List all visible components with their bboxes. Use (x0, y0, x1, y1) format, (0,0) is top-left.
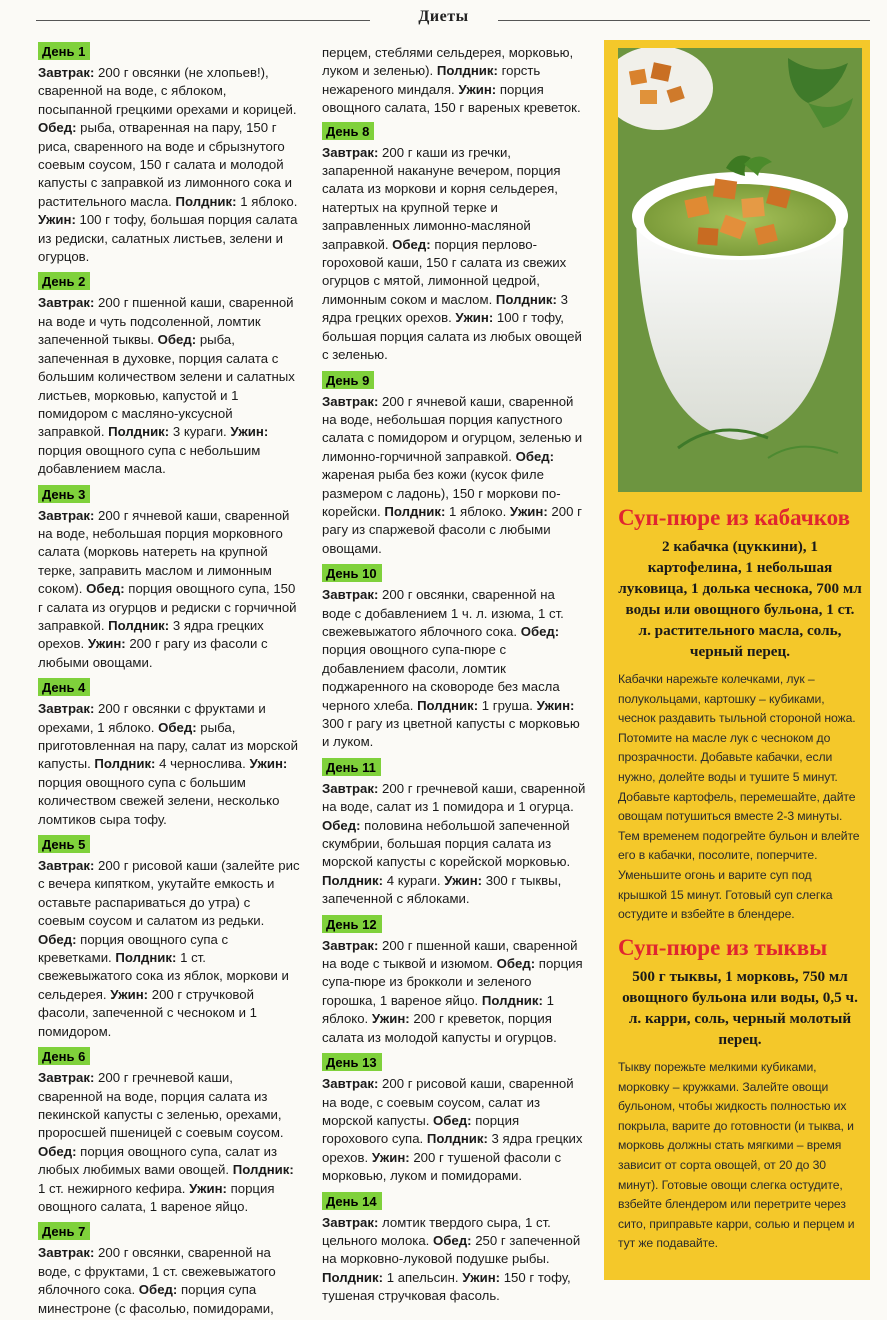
meal-text: 200 г ячневой каши, сваренной на воде, небольшая порция морковного салата (морковь натереть на крупной терке, заправить маслом и лимонным соком). (38, 507, 290, 597)
meal-text: 250 г запеченной на морковно-луковой подушке рыбы. (322, 1232, 581, 1267)
meal-text: порция овощного супа с большим количеством свежей зелени, несколько ломтиков сыра тофу. (38, 774, 280, 827)
meal-label: Обед: (322, 817, 361, 833)
day-block (322, 754, 586, 909)
meal-label: Полдник: (481, 992, 543, 1008)
day-menu (322, 937, 586, 1047)
day-menu (38, 64, 300, 266)
meal-text: порция супа минестроне (с фасолью, помидорами, (38, 1282, 274, 1316)
meal-label: Ужин: (455, 310, 494, 326)
meal-label: Обед: (138, 1282, 178, 1298)
meal-label: Ужин: (458, 81, 497, 97)
meal-text: 3 ядра грецких орехов. (322, 291, 568, 326)
meal-text: 200 г овсянки, сваренной на воде с добавлением 1 ч. л. изюма, 1 ст. свежевыжатого яблочного сока. (322, 587, 564, 639)
meal-text: 1 ст. свежевыжатого сока из яблок, моркови и сельдерея. (38, 950, 289, 1002)
meal-label: Обед: (520, 623, 560, 639)
day-label: День 3 (38, 485, 90, 503)
meal-text: ломтик твердого сыра, 1 ст. цельного молока. (322, 1214, 551, 1248)
day-block (38, 831, 300, 1041)
meal-text: 1 яблоко. (322, 992, 554, 1027)
meal-label: Завтрак: (322, 1214, 379, 1230)
recipe-method: Тыкву порежьте мелкими кубиками, морковку – кружками. Залейте овощи бульоном, чтобы жидкость полностью их покрыла, варите до готовности (и тыква, и морковь должны стать мягкими – время зависит от сорта овощей, от 20 до 30 минут). Готовые овощи слегка остудите, взбейте блендером или перетрите через сито, приправьте карри, солью и перцем и тут же подавайте. (618, 1060, 855, 1251)
day-block (322, 118, 586, 365)
meal-text: 1 апельсин. (383, 1269, 463, 1285)
recipe-sidebar (604, 40, 870, 1280)
meal-text: 3 ядра грецких орехов. (38, 617, 264, 652)
meal-text: 200 г пшенной каши, сваренной на воде с тыквой и изюмом. (322, 937, 578, 972)
meal-text: порция овощного супа-пюре с добавлением фасоли, ломтик поджаренного на сковороде без масла черного хлеба. (322, 642, 560, 713)
meal-label: Обед: (157, 332, 197, 348)
day-label: День 8 (322, 122, 374, 140)
day-label: День 6 (38, 1047, 90, 1065)
day-label: День 1 (38, 42, 90, 60)
day-menu (322, 144, 586, 365)
meal-text: порция овощного салата, 1 вареное яйцо. (38, 1180, 275, 1214)
meal-text: порция овощного супа, салат из любых любимых вами овощей. (38, 1143, 277, 1178)
meal-label: Полдник: (115, 950, 177, 966)
meal-label: Завтрак: (322, 144, 379, 160)
day-block (322, 911, 586, 1047)
meal-label: Обед: (158, 719, 197, 735)
meal-text: 1 яблоко. (445, 503, 510, 519)
meal-text: рыба, отваренная на пару, 150 г риса, сваренного на воде и сбрызнутого соевым соусом, 150 г салата и молодой капусты с заправкой из лимонного сока и растительного масла. (38, 120, 292, 209)
meal-text: рыба, приготовленная на пару, салат из морской капусты. (38, 719, 299, 772)
meal-label: Ужин: (371, 1149, 410, 1165)
meal-label: Полдник: (94, 756, 156, 772)
meal-text: 3 ядра грецких орехов. (322, 1131, 583, 1165)
meal-text: жареная рыба без кожи (кусок филе размером с ладонь), 150 г моркови по-корейски. (322, 467, 561, 519)
meal-label: Полдник: (232, 1162, 294, 1178)
meal-label: Завтрак: (322, 780, 379, 796)
recipe-title: Суп-пюре из кабачков (618, 505, 851, 530)
day-label: День 9 (322, 371, 374, 389)
meal-label: Ужин: (444, 872, 483, 888)
meal-text: 200 г креветок, порция салата из молодой капусты и огурцов. (322, 1011, 557, 1045)
diet-column-middle (322, 44, 586, 1308)
meal-text: 200 г овсянки с фруктами и орехами, 1 яблоко. (38, 701, 266, 735)
meal-text: 200 г ячневой каши, сваренной на воде, небольшая порция капустного салата с помидором и огурцом, зеленью и лимонно-горчичной заправкой. (322, 393, 583, 464)
meal-label: Завтрак: (38, 1070, 95, 1086)
meal-label: Обед: (392, 236, 431, 252)
meal-label: Полдник: (175, 193, 237, 209)
meal-text: 200 г овсянки, сваренной на воде, с фруктами, 1 ст. свежевыжатого яблочного сока. (38, 1245, 276, 1298)
meal-label: Завтрак: (38, 295, 95, 311)
meal-text: 200 г рагу из спаржевой фасоли с любыми овощами. (322, 503, 582, 556)
recipe-ingredients: 500 г тыквы, 1 морковь, 750 мл овощного бульона или воды, 0,5 ч. л. карри, соль, черный молотый перец. (622, 968, 858, 1048)
meal-label: Ужин: (38, 212, 76, 228)
meal-label: Обед: (433, 1112, 472, 1128)
meal-text: 200 г рисовой каши, сваренной на воде, с соевым соусом, салат из морской капусты. (322, 1076, 574, 1128)
meal-label: Ужин: (189, 1180, 227, 1196)
meal-text: порция овощного супа с креветками. (38, 931, 229, 966)
meal-label: Обед: (38, 931, 77, 947)
meal-text: горсть нежареного миндаля. (322, 63, 541, 97)
meal-label: Полдник: (436, 63, 498, 79)
meal-text: 300 г тыквы, запеченной с яблоками. (322, 872, 562, 907)
day-menu (322, 1214, 586, 1306)
meal-text: половина небольшой запеченной скумбрии, большая порция салата из морской капусты с корейской морковью. (322, 817, 571, 870)
meal-label: Завтрак: (38, 858, 95, 874)
day-block (38, 1043, 300, 1216)
meal-text: перцем, стеблями сельдерея, морковью, луком и зеленью). (322, 45, 574, 79)
meal-text: 300 г рагу из цветной капусты с морковью и луком. (322, 716, 580, 750)
meal-label: Полдник: (384, 503, 446, 519)
recipe-pumpkin-soup (618, 936, 862, 1254)
meal-text: 1 груша. (478, 697, 537, 713)
meal-text: 1 ст. нежирного кефира. (38, 1180, 190, 1196)
day-menu (38, 1069, 300, 1216)
meal-label: Полдник: (426, 1131, 488, 1147)
meal-label: Завтрак: (322, 937, 379, 953)
meal-label: Завтрак: (38, 1245, 95, 1261)
meal-label: Обед: (38, 1143, 77, 1159)
meal-label: Обед: (496, 956, 536, 972)
day-menu (322, 1075, 586, 1185)
meal-text: 200 г пшенной каши, сваренной на воде и чуть подсоленной, ломтик запеченной тыквы. (38, 295, 294, 348)
recipe-title: Суп-пюре из тыквы (618, 935, 828, 960)
meal-text: 200 г стручковой фасоли, запеченной с чесноком и 1 помидором. (38, 986, 257, 1039)
recipe-zucchini-soup (618, 506, 862, 925)
meal-text: 200 г рисовой каши (залейте рис с вечера кипятком, укутайте емкость и оставьте распариваться до утра) с соевым соусом и салатом из редьки. (38, 858, 300, 929)
day-label: День 11 (322, 758, 381, 776)
day-menu (322, 586, 586, 752)
recipe-ingredients: 2 кабачка (цуккини), 1 картофелина, 1 небольшая луковица, 1 долька чеснока, 700 мл воды или овощного бульона, 1 ст. л. растительного масла, соль, черный перец. (618, 538, 862, 660)
meal-label: Завтрак: (322, 587, 379, 603)
soup-photo (618, 48, 862, 492)
meal-text: 200 г овсянки (не хлопьев!), сваренной на воде, с яблоком, посыпанной грецкими орехами и корицей. (38, 65, 297, 117)
meal-label: Завтрак: (322, 1076, 379, 1092)
soup-bowl-illustration (618, 48, 862, 492)
meal-label: Обед: (433, 1232, 472, 1248)
day-menu (38, 294, 300, 478)
meal-text: 4 кураги. (383, 872, 445, 888)
day-menu (38, 1244, 300, 1318)
header-rule-right (498, 20, 870, 21)
day-block (38, 38, 300, 266)
day-label: День 2 (38, 272, 90, 290)
day-7-continued (322, 44, 586, 118)
section-title: Диеты (418, 8, 469, 25)
meal-label: Ужин: (509, 503, 548, 519)
meal-text: 100 г тофу, большая порция салата из любых овощей с зеленью. (322, 310, 582, 363)
recipe-method: Кабачки нарежьте колечками, лук – полукольцами, картошку – кубиками, чеснок раздавить тыльной стороной ножа. Потомите на масле лук с чесноком до прозрачности. Добавьте кабачки, если нужно, долейте воды и тушите 5 минут. Добавьте картофель, перемешайте, дайте овощам потушиться вместе 2-3 минуты. Тем временем подогрейте бульон и влейте его в кабачки, посолите, поперчите. Уменьшите огонь и варите суп под крышкой 15 минут. Готовый суп слегка остудите и взбейте в блендере. (618, 672, 860, 922)
meal-label: Ужин: (249, 756, 288, 772)
meal-text: 200 г гречневой каши, сваренной на воде, порция салата из пекинской капусты с зеленью, орехами, проросшей пшеницей с соевым соусом. (38, 1070, 284, 1141)
day-menu (38, 507, 300, 673)
day-label: День 4 (38, 678, 90, 696)
meal-label: Ужин: (87, 636, 126, 652)
meal-text: 200 г каши из гречки, запаренной накануне вечером, порция салата из моркови и корня сельдерея, натертых на крупной терке и заправленных лимонно-масляной заправкой. (322, 144, 561, 252)
meal-label: Завтрак: (322, 393, 379, 409)
meal-label: Ужин: (110, 986, 149, 1002)
meal-label: Ужин: (536, 697, 575, 713)
day-block (38, 1218, 300, 1318)
day-block (38, 268, 300, 478)
day-label: День 13 (322, 1053, 382, 1071)
meal-label: Полдник: (322, 1269, 384, 1285)
day-menu (322, 780, 586, 909)
day-block (38, 674, 300, 829)
day-label: День 10 (322, 564, 382, 582)
meal-text: порция перлово-гороховой каши, 150 г салата из свежих огурцов с мятой, лимонной цедрой, лимонным соком и маслом. (322, 236, 567, 307)
day-label: День 14 (322, 1192, 382, 1210)
meal-text: 200 г гречневой каши, сваренной на воде, салат из 1 помидора и 1 огурца. (322, 780, 586, 815)
meal-text: 150 г тофу, тушеная стручковая фасоль. (322, 1269, 571, 1304)
meal-text: порция горохового супа. (322, 1112, 520, 1147)
meal-text: рыба, запеченная в духовке, порция салата с большим количеством зелени и салатных листьев, морковью, капустой и 1 помидором с масляно-уксусной заправкой. (38, 332, 295, 440)
meal-label: Завтрак: (38, 701, 95, 717)
meal-label: Полдник: (108, 424, 170, 440)
meal-label: Обед: (515, 448, 555, 464)
meal-text: порция овощного супа с небольшим добавлением масла. (38, 442, 261, 477)
day-block (322, 367, 586, 559)
day-label: День 5 (38, 835, 90, 853)
meal-label: Завтрак: (38, 507, 95, 523)
meal-text: порция овощного салата, 150 г вареных креветок. (322, 81, 581, 116)
day-menu (38, 700, 300, 829)
meal-label: Полдник: (322, 872, 384, 888)
meal-text: 200 г рагу из фасоли с любыми овощами. (38, 636, 268, 670)
day-block (38, 481, 300, 673)
meal-text: порция овощного супа, 150 г салата из огурцов и редиски с горчичной заправкой. (38, 581, 297, 633)
meal-label: Обед: (38, 120, 77, 136)
day-block (322, 1049, 586, 1185)
day-block (322, 1188, 586, 1306)
day-menu (38, 857, 300, 1041)
meal-label: Ужин: (462, 1269, 501, 1285)
meal-label: Обед: (86, 581, 125, 597)
day-label: День 12 (322, 915, 382, 933)
day-label: День 7 (38, 1222, 90, 1240)
meal-label: Полдник: (108, 617, 170, 633)
meal-label: Ужин: (371, 1011, 410, 1027)
diet-column-left (38, 38, 300, 1320)
meal-text: 1 яблоко. (236, 193, 298, 209)
meal-label: Ужин: (230, 424, 269, 440)
meal-text: 3 кураги. (169, 424, 231, 440)
day-block (322, 560, 586, 752)
meal-text: 200 г тушеной фасоли с морковью, луком и помидорами. (322, 1149, 562, 1184)
meal-text: 100 г тофу, большая порция салата из редиски, салатных листьев, зелени и огурцов. (38, 212, 298, 265)
meal-label: Полдник: (495, 291, 557, 307)
meal-text: 4 чернослива. (155, 756, 250, 772)
meal-text: порция супа-пюре из брокколи и зеленого горошка, 1 вареное яйцо. (322, 956, 583, 1008)
meal-label: Полдник: (417, 697, 479, 713)
day-menu (322, 393, 586, 559)
meal-label: Завтрак: (38, 65, 95, 80)
